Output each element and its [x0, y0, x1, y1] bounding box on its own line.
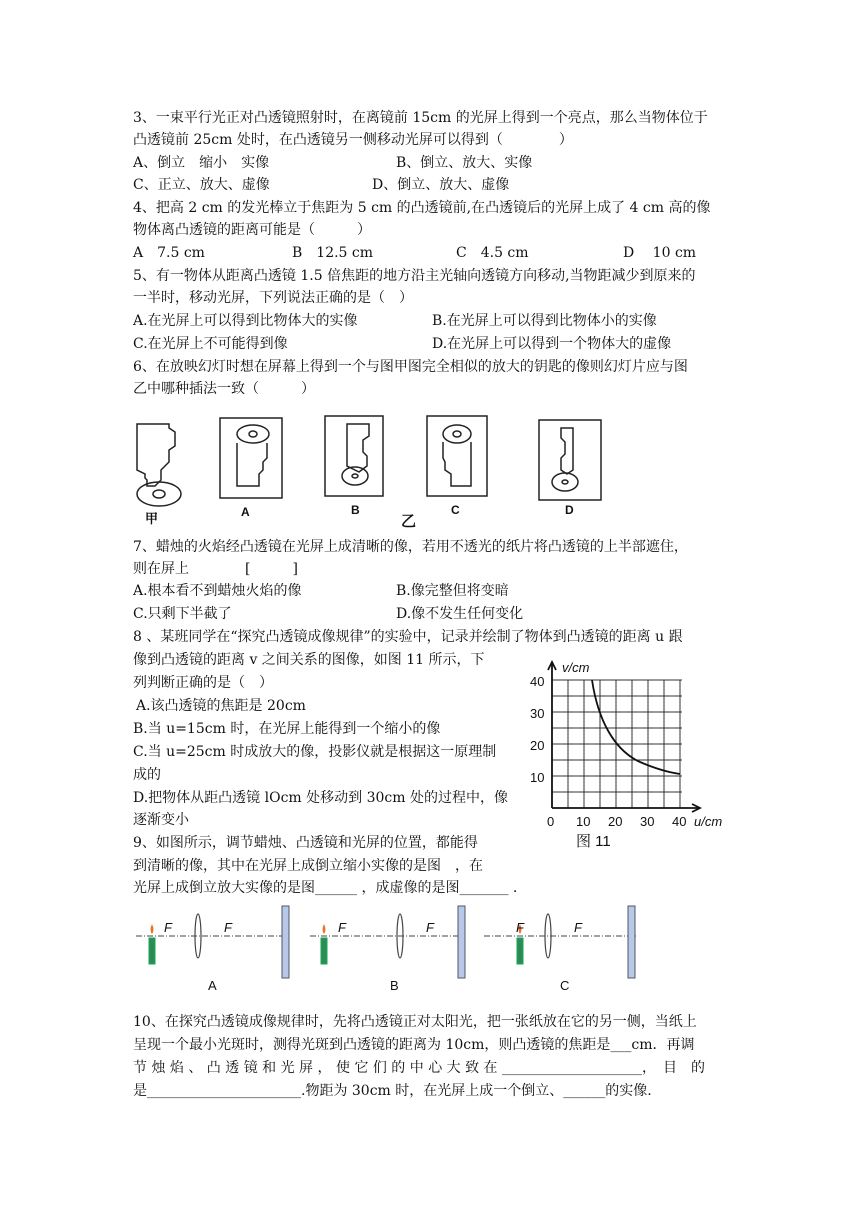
label-jia: 甲 [145, 511, 159, 526]
q5-option-c: C.在光屏上不可能得到像 [133, 336, 288, 352]
q3-stem-line2: 凸透镜前 25cm 处时，在凸透镜另一侧移动光屏可以得到（ ） [133, 132, 573, 148]
q8-option-c-line2: 成的 [133, 767, 161, 783]
q3-option-d: D、倒立、放大、虚像 [372, 177, 510, 193]
q4-option-a: A 7.5 cm [133, 245, 205, 261]
setup-label-a: A [208, 978, 217, 993]
q7-option-d: D.像不发生任何变化 [396, 606, 524, 622]
q5-option-a: A.在光屏上可以得到比物体大的实像 [133, 313, 358, 329]
q5-option-d: D.在光屏上可以得到一个物体大的虚像 [432, 336, 672, 352]
q8-option-a: A.该凸透镜的焦距是 20cm [136, 698, 306, 714]
ytick-40: 40 [530, 674, 545, 689]
q10-stem-line2: 呈现一个最小光斑时，测得光斑到凸透镜的距离为 10cm，则凸透镜的焦距是___cm．再调 [133, 1037, 695, 1053]
q7-stem-line2: 则在屏上 [ ] [133, 561, 298, 577]
q6-key-figure [125, 410, 665, 528]
graph-xlabel: u/cm [694, 814, 723, 829]
q8-option-d-line2: 逐渐变小 [133, 812, 189, 828]
xtick-10: 10 [576, 814, 591, 829]
q3-option-b: B、倒立、放大、实像 [396, 155, 533, 171]
q8-option-b: B.当 u=15cm 时，在光屏上能得到一个缩小的像 [133, 721, 441, 737]
q9-stem-line3: 光屏上成倒立放大实像的是图______ ，成虚像的是图_______ . [133, 880, 518, 896]
key-option-d-drawing [539, 420, 601, 500]
q7-option-a: A.根本看不到蜡烛火焰的像 [133, 583, 302, 599]
q10-stem-line4: 是______________________.物距为 30cm 时，在光屏上成一个倒立、______的实像. [133, 1083, 652, 1099]
label-a: A [241, 505, 250, 519]
setup-label-b: B [390, 978, 399, 993]
ytick-10: 10 [530, 770, 545, 785]
light-screen-icon [458, 906, 465, 978]
q9-stem-line2: 到清晰的像，其中在光屏上成倒立缩小实像的是图 ，在 [133, 858, 483, 874]
q9-stem-line1: 9、如图所示，调节蜡烛、凸透镜和光屏的位置，都能得 [133, 835, 478, 851]
q4-option-d: D 10 cm [623, 245, 697, 261]
candle-flame-icon [151, 924, 154, 934]
q4-option-c: C 4.5 cm [456, 245, 529, 261]
q8-option-d-line1: D.把物体从距凸透镜 lOcm 处移动到 30cm 处的过程中，像 [133, 790, 508, 806]
q6-stem-line2: 乙中哪种插法一致（ ） [133, 381, 315, 397]
q8-stem-line3: 列判断正确的是（ ） [133, 675, 273, 691]
q7-option-c: C.只剩下半截了 [133, 606, 232, 622]
setup-a [149, 906, 289, 993]
q8-option-c-line1: C.当 u=25cm 时成放大的像，投影仪就是根据这一原理制 [133, 744, 497, 760]
label-b: B [351, 503, 360, 517]
q3-option-a: A、倒立 缩小 实像 [133, 155, 270, 171]
xtick-40: 40 [672, 814, 687, 829]
q5-option-b: B.在光屏上可以得到比物体小的实像 [432, 313, 657, 329]
focal-point-label: F [164, 920, 172, 935]
q7-option-b: B.像完整但将变暗 [396, 583, 509, 599]
q8-stem-line2: 像到凸透镜的距离 v 之间关系的图像，如图 11 所示，下 [133, 652, 485, 668]
label-c: C [451, 503, 460, 517]
focal-point-label: F [338, 920, 346, 935]
label-yi: 乙 [401, 513, 417, 528]
q7-stem-line1: 7、蜡烛的火焰经凸透镜在光屏上成清晰的像，若用不透光的纸片将凸透镜的上半部遮住， [133, 539, 688, 555]
label-d: D [565, 503, 574, 517]
setup-label-c: C [560, 978, 570, 993]
key-option-b-drawing [325, 416, 383, 496]
candle-flame-icon [323, 924, 326, 934]
candle-icon [517, 938, 523, 964]
key-option-a-drawing [220, 418, 282, 498]
setup-b [321, 906, 465, 993]
q3-stem-line1: 3、一束平行光正对凸透镜照射时，在离镜前 15cm 的光屏上得到一个亮点，那么当物体位于 [133, 110, 708, 126]
q10-stem-line1: 10、在探究凸透镜成像规律时，先将凸透镜正对太阳光，把一张纸放在它的另一侧，当纸上 [133, 1014, 697, 1030]
q4-stem-line2: 物体离凸透镜的距离可能是（ ） [133, 222, 371, 238]
xtick-0: 0 [547, 814, 555, 829]
ytick-20: 20 [530, 738, 545, 753]
q5-stem-line1: 5、有一物体从距离凸透镜 1.5 倍焦距的地方沿主光轴向透镜方向移动,当物距减少到原来的 [133, 268, 696, 284]
q3-option-c: C、正立、放大、虚像 [133, 177, 270, 193]
xtick-20: 20 [608, 814, 623, 829]
q9-lens-setups [136, 902, 648, 994]
key-jia-drawing [137, 424, 181, 506]
q8-stem-line1: 8 、某班同学在“探究凸透镜成像规律”的实验中，记录并绘制了物体到凸透镜的距离 u 跟 [133, 629, 683, 645]
q6-stem-line1: 6、在放映幻灯时想在屏幕上得到一个与图甲图完全相似的放大的钥匙的像则幻灯片应与图 [133, 359, 688, 375]
light-screen-icon [282, 906, 289, 978]
candle-icon [321, 938, 327, 964]
focal-point-label: F [426, 920, 434, 935]
q4-stem-line1: 4、把高 2 cm 的发光棒立于焦距为 5 cm 的凸透镜前,在凸透镜后的光屏上成了 4 cm 高的像 [133, 200, 711, 216]
light-screen-icon [628, 906, 635, 978]
candle-icon [149, 938, 155, 964]
graph-caption: 图 11 [576, 833, 611, 850]
focal-point-label: F [224, 920, 232, 935]
focal-point-label: F [516, 920, 524, 935]
key-option-c-drawing [427, 416, 487, 496]
graph-ylabel: v/cm [562, 660, 590, 675]
focal-point-label: F [574, 920, 582, 935]
setup-c [516, 906, 635, 993]
ytick-30: 30 [530, 706, 545, 721]
q5-stem-line2: 一半时，移动光屏，下列说法正确的是（ ） [133, 290, 413, 306]
q8-uv-graph [520, 650, 730, 850]
q4-option-b: B 12.5 cm [292, 245, 374, 261]
xtick-30: 30 [640, 814, 655, 829]
q10-stem-line3: 节 烛 焰 、 凸 透 镜 和 光 屏 ， 使 它 们 的 中 心 大 致 在 ____________________， 目 的 [133, 1060, 706, 1076]
